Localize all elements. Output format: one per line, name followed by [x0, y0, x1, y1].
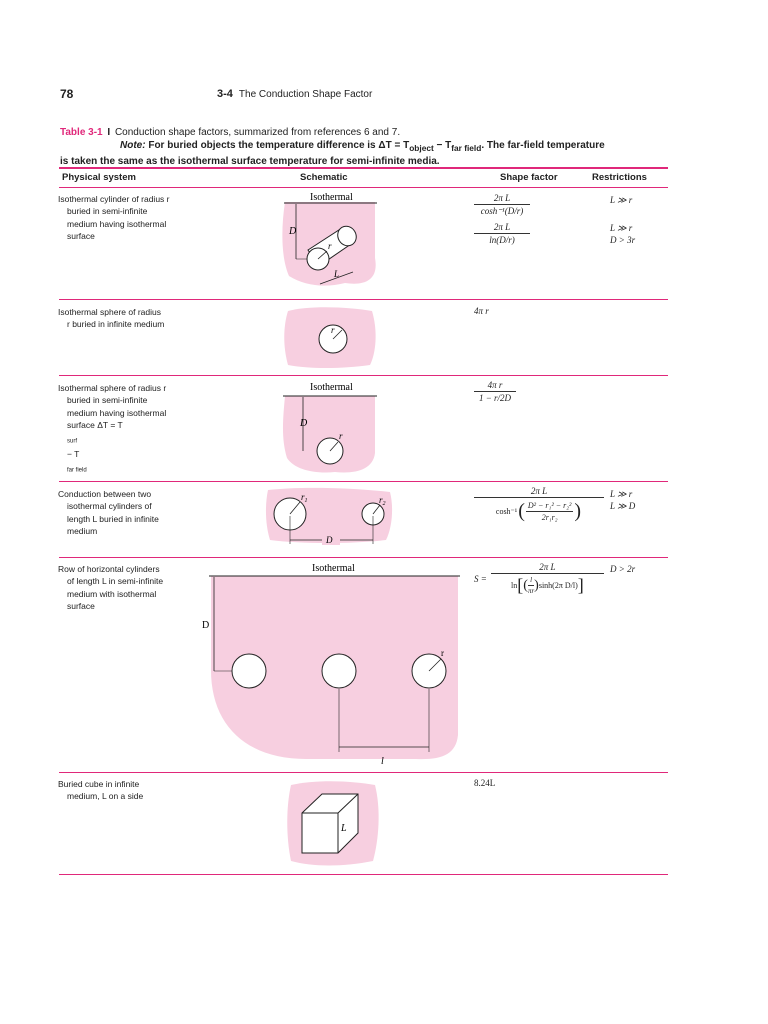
distance-label: D — [326, 535, 333, 545]
row5-description — [58, 563, 188, 612]
row4-restrictions — [610, 488, 635, 512]
row4-formula — [474, 486, 604, 523]
inner-denominator: πr — [527, 587, 535, 595]
r2: r — [379, 495, 383, 505]
caption-separator: I — [107, 127, 111, 138]
cylinder-2 — [322, 654, 356, 688]
desc-line: Row of horizontal cylinders — [58, 564, 160, 574]
formula-denominator: ln(D/r) — [489, 235, 515, 245]
spacing-label: l — [381, 756, 384, 767]
note-sub-object: object — [409, 143, 434, 153]
desc-line: r buried in infinite medium — [67, 319, 165, 330]
formula-numerator: 2π L — [474, 193, 530, 205]
inner-numerator: l — [528, 576, 534, 586]
radius-label: r — [339, 431, 343, 441]
row5-restrictions — [610, 563, 635, 575]
desc-line: Buried cube in infinite — [58, 779, 140, 789]
bracket-close: ] — [577, 575, 584, 595]
r1-sub: 1 — [304, 498, 308, 504]
desc-line: Isothermal sphere of radius — [58, 307, 161, 317]
desc-line: Conduction between two — [58, 489, 152, 499]
desc-line: medium having isothermal — [67, 218, 167, 229]
row6-schematic — [283, 777, 383, 869]
page-number: 78 — [60, 87, 74, 101]
cylinder-1 — [232, 654, 266, 688]
side-label: L — [341, 823, 347, 834]
desc-line: medium having isothermal — [67, 407, 167, 418]
formula-denominator — [491, 574, 604, 596]
desc-line: of length L in semi-infinite — [67, 576, 164, 587]
row2-schematic — [280, 303, 380, 371]
inner-fraction — [526, 501, 574, 522]
row4-schematic — [262, 484, 397, 550]
formula-denominator — [474, 498, 604, 523]
header-restrictions: Restrictions — [592, 172, 647, 183]
table-bottom-rule — [59, 874, 668, 875]
row4-description — [58, 488, 188, 537]
ln: ln — [511, 581, 518, 590]
desc-line — [58, 419, 188, 478]
row2-formula: 4π r — [474, 306, 489, 316]
caption-note-line2: is taken the same as the isothermal surface temperature for semi-infinite media. — [60, 156, 440, 167]
desc-sub: surf — [67, 438, 78, 445]
restriction: D > 2r — [610, 564, 636, 574]
desc-line: buried in semi-infinite — [67, 395, 148, 406]
row6-description — [58, 778, 188, 803]
depth-label: D — [202, 620, 210, 631]
desc-line: medium, L on a side — [67, 791, 144, 802]
desc-line: buried in semi-infinite — [67, 206, 148, 217]
restriction: L ≫ r — [610, 223, 633, 233]
desc-text: surface ΔT = T — [67, 419, 123, 430]
header-physical-system: Physical system — [62, 172, 136, 183]
inner-numerator: D² − r₁² − r₂² — [527, 501, 572, 510]
row3-schematic — [275, 378, 385, 478]
table-caption — [60, 126, 670, 168]
restriction: L ≫ r — [610, 195, 633, 205]
section-title: The Conduction Shape Factor — [238, 89, 373, 100]
section-heading — [217, 88, 372, 100]
paren-close: ) — [534, 577, 539, 593]
row-divider — [59, 772, 668, 773]
desc-text: − T — [67, 449, 80, 460]
section-number: 3-4 — [217, 88, 233, 100]
r1: r — [301, 492, 305, 502]
header-schematic: Schematic — [300, 172, 348, 183]
formula-fraction — [491, 562, 604, 596]
length-label: L — [334, 269, 340, 279]
radius-label: r — [331, 325, 335, 335]
desc-line: Isothermal cylinder of radius r — [58, 194, 170, 204]
formula-numerator: 4π r — [474, 380, 516, 392]
table-label: Table 3-1 — [60, 127, 103, 138]
note-minus: − T — [433, 140, 452, 151]
row2-description — [58, 306, 188, 331]
caption-note — [60, 139, 670, 155]
note-label: Note: — [120, 140, 146, 151]
radius-label: r — [328, 241, 332, 251]
restriction: D > 3r — [610, 235, 636, 245]
desc-line: surface — [67, 230, 95, 241]
table-top-rule — [59, 167, 668, 169]
row5-formula — [474, 562, 604, 596]
caption-text: Conduction shape factors, summarized from references 6 and 7. — [114, 127, 401, 138]
header-shape-factor: Shape factor — [500, 172, 558, 183]
desc-line: length L buried in infinite — [67, 513, 159, 524]
radius-label: r — [441, 648, 444, 658]
row-divider — [59, 557, 668, 558]
row1-schematic — [275, 188, 385, 298]
cosh-inverse: cosh⁻¹ — [495, 507, 518, 516]
desc-line: medium — [67, 525, 98, 536]
note-text-end: . The far-field temperature — [481, 140, 605, 151]
row1-formula-2 — [474, 222, 530, 245]
note-text-1: For buried objects the temperature difference is ΔT = T — [148, 140, 410, 151]
desc-line: Isothermal sphere of radius r — [58, 383, 167, 393]
row1-formula-1 — [474, 193, 530, 217]
row-divider — [59, 299, 668, 300]
paren-open: ( — [523, 577, 528, 593]
formula-denominator: cosh⁻¹(D/r) — [480, 206, 524, 216]
row-divider — [59, 481, 668, 482]
paren-open: ( — [518, 500, 525, 522]
restriction: L ≫ D — [610, 501, 636, 511]
formula-numerator: 2π L — [491, 562, 604, 574]
row3-description — [58, 382, 188, 477]
isothermal-label: Isothermal — [310, 382, 353, 393]
row6-formula: 8.24L — [474, 778, 496, 788]
depth-label: D — [289, 226, 297, 237]
paren-close: ) — [574, 500, 582, 522]
row-divider — [59, 375, 668, 376]
row5-schematic — [196, 560, 466, 770]
desc-line: surface — [67, 600, 95, 611]
depth-label: D — [300, 418, 308, 429]
row1-restrictions — [610, 194, 635, 246]
formula-numerator: 2π L — [474, 222, 530, 234]
desc-sub: far field — [67, 468, 87, 475]
formula-denominator: 1 − r/2D — [478, 393, 512, 403]
isothermal-label: Isothermal — [312, 563, 355, 574]
desc-line: medium with isothermal — [67, 588, 157, 599]
sinh-term: sinh(2π D/l) — [538, 581, 578, 590]
desc-line: isothermal cylinders of — [67, 501, 152, 512]
s-equals: S = — [474, 574, 487, 584]
r2-sub: 2 — [382, 501, 386, 507]
restriction: L ≫ r — [610, 489, 633, 499]
formula-numerator: 2π L — [474, 486, 604, 498]
note-sub-far-field: far field — [451, 143, 482, 153]
row1-description — [58, 193, 188, 242]
bracket-open: [ — [517, 575, 524, 595]
row3-formula — [474, 380, 516, 403]
isothermal-label: Isothermal — [310, 192, 353, 203]
inner-denominator: 2r₁r₂ — [541, 513, 558, 522]
